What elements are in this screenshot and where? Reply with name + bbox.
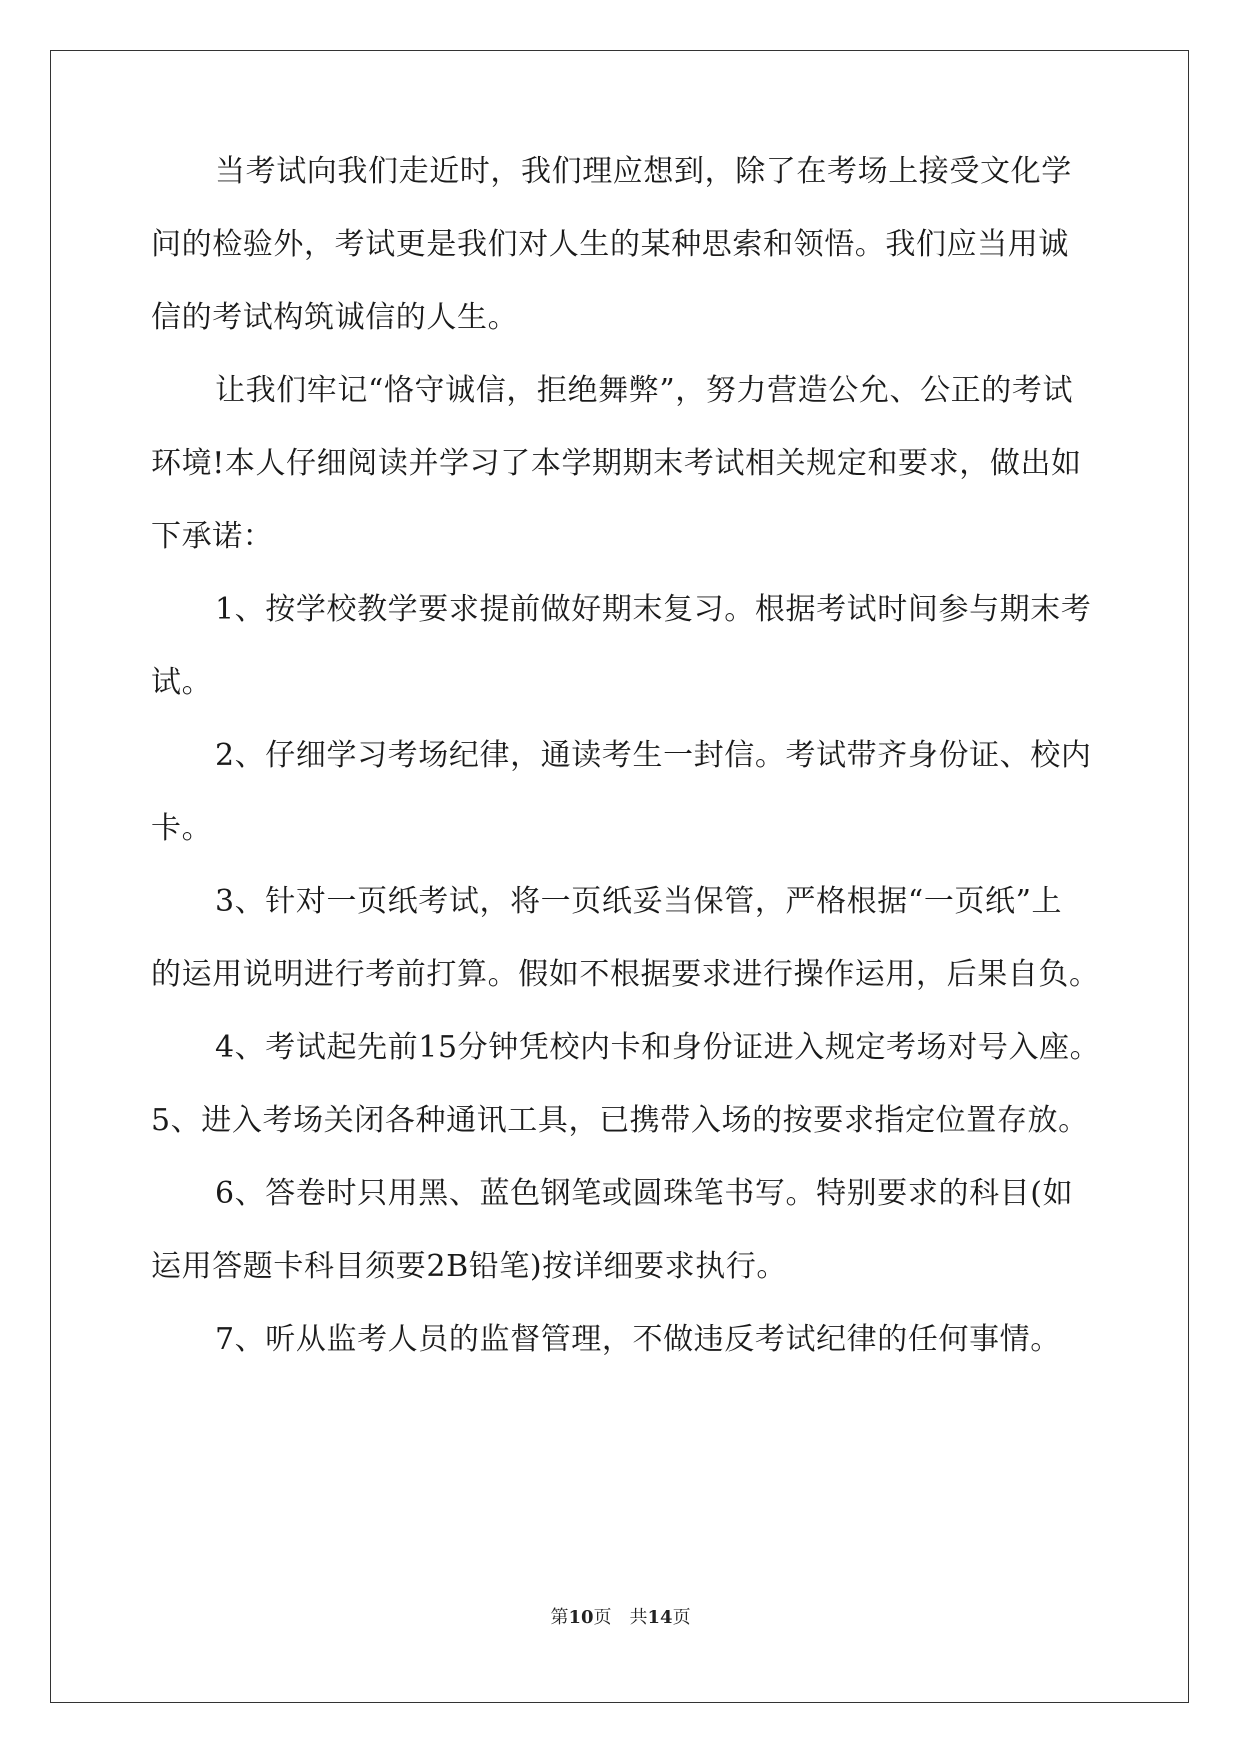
- paragraph-line: 下承诺：: [151, 519, 274, 554]
- total-page-count: 14: [647, 1607, 673, 1628]
- paragraph-line: 的运用说明进行考前打算。假如不根据要求进行操作运用，后果自负。: [151, 957, 1100, 992]
- footer-middle: 页 共: [593, 1607, 648, 1628]
- paragraph-line: 3、针对一页纸考试，将一页纸妥当保管，严格根据“一页纸”上: [215, 884, 1063, 919]
- paragraph-line: 让我们牢记“恪守诚信，拒绝舞弊”，努力营造公允、公正的考试: [215, 373, 1074, 408]
- paragraph-line: 试。: [151, 665, 213, 700]
- paragraph-line: 运用答题卡科目须要2B铅笔)按详细要求执行。: [151, 1249, 788, 1284]
- paragraph-line: 5、进入考场关闭各种通讯工具，已携带入场的按要求指定位置存放。: [151, 1103, 1089, 1138]
- paragraph-line: 当考试向我们走近时，我们理应想到，除了在考场上接受文化学: [215, 154, 1072, 189]
- paragraph-line: 2、仔细学习考场纪律，通读考生一封信。考试带齐身份证、校内: [215, 738, 1092, 773]
- current-page-number: 10: [568, 1607, 594, 1628]
- page-footer: [0, 1606, 1241, 1630]
- paragraph-line: 1、按学校教学要求提前做好期末复习。根据考试时间参与期末考: [215, 592, 1092, 627]
- paragraph-line: 7、听从监考人员的监督管理，不做违反考试纪律的任何事情。: [215, 1322, 1061, 1357]
- paragraph-line: 信的考试构筑诚信的人生。: [151, 300, 519, 335]
- paragraph-line: 卡。: [151, 811, 213, 846]
- paragraph-line: 4、考试起先前15分钟凭校内卡和身份证进入规定考场对号入座。: [215, 1030, 1101, 1065]
- footer-prefix: 第: [550, 1607, 569, 1628]
- footer-suffix: 页: [672, 1607, 691, 1628]
- paragraph-line: 6、答卷时只用黑、蓝色钢笔或圆珠笔书写。特别要求的科目(如: [215, 1176, 1074, 1211]
- paragraph-line: 问的检验外，考试更是我们对人生的某种思索和领悟。我们应当用诚: [151, 227, 1069, 262]
- paragraph-line: 环境!本人仔细阅读并学习了本学期期末考试相关规定和要求，做出如: [151, 446, 1082, 481]
